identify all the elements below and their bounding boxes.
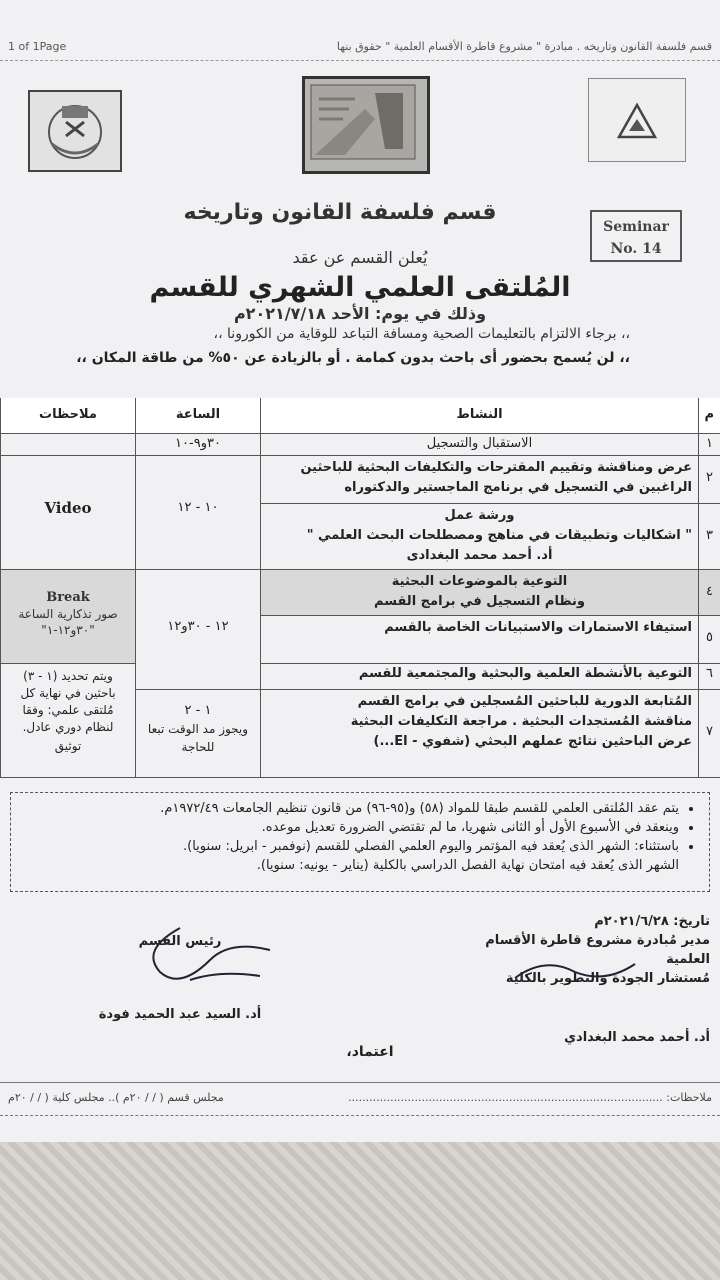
row-activity	[260, 690, 698, 778]
selection-note: ويتم تحديد (١ - ٣) باحثين في نهاية كل مُلتقى علمي: وفقا لنظام دوري عادل.	[20, 669, 116, 734]
seminar-number-box	[590, 210, 682, 262]
photos-note: صور تذكارية الساعة "٣٠و١٢-١"	[18, 607, 118, 637]
activity-line: مناقشة المُستجدات البحثية . مراجعة التكليفات البحثية	[350, 714, 692, 729]
director-title: مدير مُبادرة مشروع قاطرة الأقسام العلمية	[485, 933, 710, 967]
header-remarks: ملاحظات	[0, 398, 135, 434]
header-divider	[0, 60, 720, 61]
row-num: ٥	[698, 616, 720, 664]
activity-line: ونظام التسجيل في برامج القسم	[374, 594, 585, 609]
selection-remark	[0, 664, 135, 778]
university-logo	[588, 78, 686, 162]
schedule-table	[0, 398, 720, 778]
activity-line: عرض الباحثين نتائج عملهم البحثي (شفوي - El...)	[373, 734, 692, 749]
row-time: ١٢ - ٣٠و١٢	[135, 570, 260, 690]
row-activity: عرض ومناقشة وتقييم المقترحات والتكليفات البحثية للباحثين الراغبين في التسجيل في برنامج الماجستير والدكتوراه	[260, 456, 698, 504]
workshop-topic: " اشكاليات وتطبيقات في مناهج ومصطلحات البحث العلمي "	[306, 528, 692, 543]
row-num: ٣	[698, 504, 720, 570]
director-name: أد. أحمد محمد البغدادي	[564, 1030, 710, 1045]
handwritten-signature-right	[505, 950, 645, 990]
signature-date: تاريخ: ٢٠٢١/٦/٢٨م	[594, 914, 710, 929]
mask-note: ،، لن يُسمح بحضور أى باحث بدون كمامة . أو بالزيادة عن ٥٠% من طاقة المكان ،،	[76, 350, 630, 366]
health-note: ،، برجاء الالتزام بالتعليمات الصحية ومسافة التباعد للوقاية من الكورونا ،،	[213, 326, 630, 342]
row-num: ٤	[698, 570, 720, 616]
documentation-note: توثيق	[54, 739, 82, 753]
regulations-notes	[10, 792, 710, 892]
workshop-presenter: أد. أحمد محمد البغدادى	[406, 548, 553, 563]
row-num: ٧	[698, 690, 720, 778]
header-time: الساعة	[135, 398, 260, 434]
announce-line: يُعلن القسم عن عقد	[292, 248, 428, 267]
time-range: ١ - ٢	[184, 703, 212, 718]
activity-line: المُتابعة الدورية للباحثين المُسجلين في برامج القسم	[357, 694, 692, 709]
seminar-number: No. 14	[610, 241, 662, 257]
row-time: ١٠ - ١٢	[135, 456, 260, 570]
note-item: • يتم عقد المُلتقى العلمي للقسم طبقا للمواد (٥٨) و(٩٥-٩٦) من قانون تنظيم الجامعات ١٩٧٢/٤٩م.	[25, 799, 679, 818]
row-num: ٢	[698, 456, 720, 504]
row-activity: التوعية بالأنشطة العلمية والبحثية والمجتمعية للقسم	[260, 664, 698, 690]
break-label: Break	[46, 590, 90, 605]
break-remark	[0, 570, 135, 664]
activity-line: التوعية بالموضوعات البحثية	[391, 574, 568, 589]
page-footer	[0, 1082, 720, 1116]
note-item: • وينعقد في الأسبوع الأول أو الثانى شهريا، ما لم تقتضي الضرورة تعديل موعده.	[25, 818, 679, 837]
event-date: وذلك في يوم: الأحد ٢٠٢١/٧/١٨م	[233, 304, 487, 323]
row-activity	[260, 570, 698, 616]
seminar-label: Seminar	[603, 219, 669, 235]
row-num: ٦	[698, 664, 720, 690]
time-extension-note: ويجوز مد الوقت تبعا للحاجة	[147, 722, 249, 754]
row-remark-empty	[0, 434, 135, 456]
forum-title: المُلتقى العلمي الشهري للقسم	[149, 272, 571, 303]
head-title: رئيس القسم	[138, 934, 222, 949]
footer-remarks: ملاحظات: ..........................................................................................	[348, 1091, 712, 1104]
header-num: م	[698, 398, 720, 434]
note-item: • باستثناء: الشهر الذى يُعقد فيه المؤتمر واليوم العلمي الفصلي للقسم (نوفمبر - ابريل: سنويا).	[25, 837, 679, 856]
row-activity: استيفاء الاستمارات والاستبيانات الخاصة بالقسم	[260, 616, 698, 664]
video-remark: Video	[0, 456, 135, 570]
department-title: قسم فلسفة القانون وتاريخه	[183, 200, 497, 225]
row-activity-workshop	[260, 504, 698, 570]
background-fabric	[0, 1142, 720, 1280]
faculty-logo	[28, 90, 122, 172]
row-time: ٣٠و٩-١٠	[135, 434, 260, 456]
row-activity: الاستقبال والتسجيل	[260, 434, 698, 456]
footer-council: مجلس قسم ( / / ٢٠م ).. مجلس كلية ( / / ٢٠م	[8, 1091, 224, 1104]
header-activity: النشاط	[260, 398, 698, 434]
row-num: ١	[698, 434, 720, 456]
page-number: 1 of 1Page	[8, 40, 67, 53]
handwritten-signature-left	[120, 920, 290, 1000]
note-item: الشهر الذى يُعقد فيه امتحان نهاية الفصل الدراسي بالكلية (يناير - يونيه: سنويا).	[256, 858, 679, 873]
workshop-title: ورشة عمل	[444, 508, 515, 523]
header-text: قسم فلسفة القانون وتاريخه . مبادرة " مشروع قاطرة الأقسام العلمية " حقوق بنها	[336, 40, 712, 53]
head-name: أد. السيد عبد الحميد فودة	[98, 1007, 262, 1022]
approval-label: اعتماد،	[346, 1044, 394, 1060]
row-time	[135, 690, 260, 778]
pharaonic-emblem-image	[302, 76, 430, 174]
director-subtitle: مُستشار الجودة والتطوير بالكلية	[505, 971, 710, 986]
